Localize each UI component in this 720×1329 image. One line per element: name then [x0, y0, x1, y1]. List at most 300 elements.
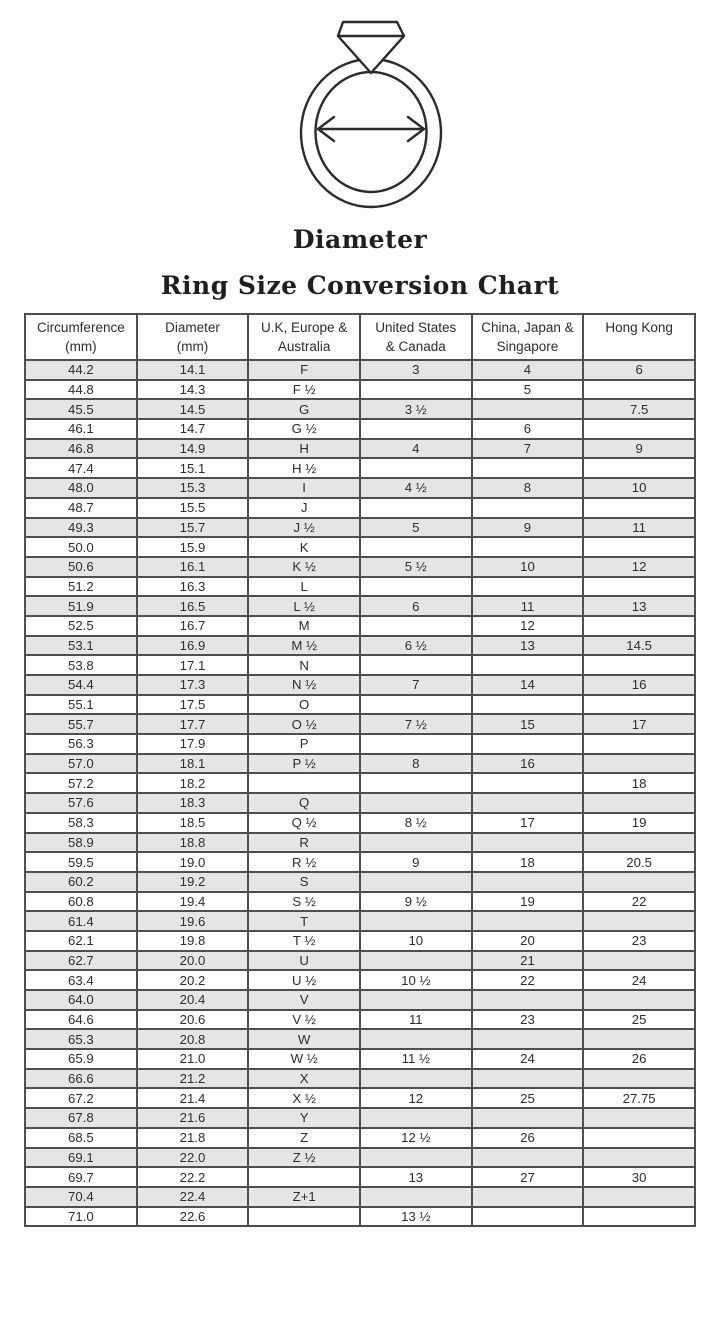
table-cell [360, 1108, 472, 1128]
table-cell: 11 [472, 596, 584, 616]
table-cell [360, 419, 472, 439]
table-cell: 11 ½ [360, 1049, 472, 1069]
table-cell: 13 ½ [360, 1207, 472, 1227]
table-cell: 17.5 [137, 695, 249, 715]
table-row [25, 1029, 695, 1049]
table-cell: 8 [472, 478, 584, 498]
table-cell [360, 1187, 472, 1207]
table-row [25, 970, 695, 990]
column-header: U.K, Europe & Australia [248, 314, 360, 360]
table-cell: 60.8 [25, 892, 137, 912]
table-cell: Q ½ [248, 813, 360, 833]
table-cell: 20.4 [137, 990, 249, 1010]
table-cell [360, 1069, 472, 1089]
table-cell: 44.2 [25, 360, 137, 380]
table-cell: 12 [472, 616, 584, 636]
table-cell: 27.75 [583, 1088, 695, 1108]
column-header: United States & Canada [360, 314, 472, 360]
table-cell: 10 ½ [360, 970, 472, 990]
table-cell [583, 616, 695, 636]
table-cell: 19.4 [137, 892, 249, 912]
table-cell: 26 [472, 1128, 584, 1148]
table-cell: T ½ [248, 931, 360, 951]
table-cell: W [248, 1029, 360, 1049]
table-cell [472, 1108, 584, 1128]
table-cell: O [248, 695, 360, 715]
table-cell [360, 833, 472, 853]
table-row [25, 1088, 695, 1108]
table-cell: 14.1 [137, 360, 249, 380]
table-row [25, 793, 695, 813]
table-cell: 12 ½ [360, 1128, 472, 1148]
table-cell [583, 1148, 695, 1168]
table-cell: 20.8 [137, 1029, 249, 1049]
table-cell: 18.2 [137, 773, 249, 793]
table-cell: 67.2 [25, 1088, 137, 1108]
table-cell: 22.0 [137, 1148, 249, 1168]
table-cell: 20.6 [137, 1010, 249, 1030]
table-cell [360, 498, 472, 518]
table-cell: 13 [360, 1167, 472, 1187]
table-cell: 14.3 [137, 380, 249, 400]
table-cell: 9 [583, 439, 695, 459]
table-row [25, 754, 695, 774]
column-header: Hong Kong [583, 314, 695, 360]
table-cell: F [248, 360, 360, 380]
table-cell: R [248, 833, 360, 853]
table-row [25, 498, 695, 518]
table-header-row [25, 314, 695, 360]
table-cell: 25 [472, 1088, 584, 1108]
table-cell: 13 [583, 596, 695, 616]
page-title: Ring Size Conversion Chart [160, 271, 560, 300]
table-cell: 11 [583, 518, 695, 538]
table-cell: 46.1 [25, 419, 137, 439]
table-cell: 18.3 [137, 793, 249, 813]
table-cell [583, 1187, 695, 1207]
table-cell: M ½ [248, 636, 360, 656]
table-cell: 11 [360, 1010, 472, 1030]
table-cell: 61.4 [25, 911, 137, 931]
table-cell: 64.0 [25, 990, 137, 1010]
table-cell: 21.8 [137, 1128, 249, 1148]
table-row [25, 616, 695, 636]
table-cell: 22.6 [137, 1207, 249, 1227]
table-cell: 66.6 [25, 1069, 137, 1089]
table-cell: 8 ½ [360, 813, 472, 833]
table-row [25, 1167, 695, 1187]
table-cell: 18.5 [137, 813, 249, 833]
table-cell: 21.0 [137, 1049, 249, 1069]
table-cell [472, 1148, 584, 1168]
table-cell: U ½ [248, 970, 360, 990]
table-cell: 17.3 [137, 675, 249, 695]
table-cell: 56.3 [25, 734, 137, 754]
table-cell: 25 [583, 1010, 695, 1030]
table-cell: 46.8 [25, 439, 137, 459]
table-cell: 5 ½ [360, 557, 472, 577]
table-cell: 9 ½ [360, 892, 472, 912]
table-cell: 17.7 [137, 714, 249, 734]
table-cell [472, 911, 584, 931]
table-cell: 69.7 [25, 1167, 137, 1187]
table-cell [583, 1207, 695, 1227]
table-cell: 12 [360, 1088, 472, 1108]
table-cell: 15.3 [137, 478, 249, 498]
table-cell [360, 695, 472, 715]
table-cell [583, 911, 695, 931]
table-cell [248, 773, 360, 793]
table-cell: 18 [583, 773, 695, 793]
table-row [25, 1207, 695, 1227]
table-cell: 22.2 [137, 1167, 249, 1187]
table-cell: 15.9 [137, 537, 249, 557]
table-cell: 52.5 [25, 616, 137, 636]
table-row [25, 813, 695, 833]
table-cell [583, 458, 695, 478]
table-row [25, 892, 695, 912]
table-cell: 26 [583, 1049, 695, 1069]
table-cell [472, 1029, 584, 1049]
table-cell: 47.4 [25, 458, 137, 478]
table-cell: P ½ [248, 754, 360, 774]
table-cell: 21.2 [137, 1069, 249, 1089]
table-cell: J ½ [248, 518, 360, 538]
table-row [25, 1010, 695, 1030]
table-cell: 10 [472, 557, 584, 577]
table-row [25, 380, 695, 400]
table-row [25, 675, 695, 695]
table-cell: 62.7 [25, 951, 137, 971]
table-cell: 23 [472, 1010, 584, 1030]
table-cell [360, 793, 472, 813]
table-cell [583, 990, 695, 1010]
ring-diameter-icon [275, 10, 445, 212]
table-cell: V [248, 990, 360, 1010]
table-cell: 17.9 [137, 734, 249, 754]
table-cell: 19.6 [137, 911, 249, 931]
table-cell [472, 833, 584, 853]
table-row [25, 1069, 695, 1089]
table-cell: V ½ [248, 1010, 360, 1030]
table-cell: 16.9 [137, 636, 249, 656]
table-cell: G ½ [248, 419, 360, 439]
table-row [25, 537, 695, 557]
table-cell: 53.1 [25, 636, 137, 656]
table-cell: 44.8 [25, 380, 137, 400]
column-header: Diameter (mm) [137, 314, 249, 360]
table-cell: K [248, 537, 360, 557]
table-cell: 27 [472, 1167, 584, 1187]
table-cell: 49.3 [25, 518, 137, 538]
table-cell: 22 [472, 970, 584, 990]
table-cell: 17.1 [137, 655, 249, 675]
table-cell [583, 1128, 695, 1148]
table-cell [472, 498, 584, 518]
table-cell: 4 [472, 360, 584, 380]
table-cell [583, 951, 695, 971]
table-cell: 4 ½ [360, 478, 472, 498]
table-row [25, 911, 695, 931]
table-cell: 23 [583, 931, 695, 951]
table-cell: 21 [472, 951, 584, 971]
table-cell [472, 655, 584, 675]
table-cell [360, 990, 472, 1010]
table-cell: 16.1 [137, 557, 249, 577]
table-cell: Z+1 [248, 1187, 360, 1207]
table-cell [360, 872, 472, 892]
table-cell: 68.5 [25, 1128, 137, 1148]
table-row [25, 636, 695, 656]
table-cell [583, 754, 695, 774]
table-cell: 15.7 [137, 518, 249, 538]
table-cell: 6 [472, 419, 584, 439]
table-cell: 58.9 [25, 833, 137, 853]
table-cell: 57.2 [25, 773, 137, 793]
table-cell: 20 [472, 931, 584, 951]
table-cell: 19.0 [137, 852, 249, 872]
table-cell: 16 [472, 754, 584, 774]
table-cell: 16.7 [137, 616, 249, 636]
table-cell: J [248, 498, 360, 518]
table-cell: 65.3 [25, 1029, 137, 1049]
table-cell: 60.2 [25, 872, 137, 892]
table-row [25, 1049, 695, 1069]
table-cell: 24 [583, 970, 695, 990]
table-cell [472, 399, 584, 419]
table-cell: 51.9 [25, 596, 137, 616]
table-cell: I [248, 478, 360, 498]
table-cell: 13 [472, 636, 584, 656]
table-cell: 3 [360, 360, 472, 380]
table-row [25, 714, 695, 734]
table-cell [360, 458, 472, 478]
table-cell: 19.2 [137, 872, 249, 892]
table-row [25, 557, 695, 577]
table-row [25, 596, 695, 616]
table-cell: S [248, 872, 360, 892]
table-cell: 54.4 [25, 675, 137, 695]
table-cell [583, 872, 695, 892]
table-row [25, 931, 695, 951]
table-cell: 14.9 [137, 439, 249, 459]
table-cell: 16.3 [137, 577, 249, 597]
table-cell: 6 [583, 360, 695, 380]
table-cell: 20.0 [137, 951, 249, 971]
table-cell: 70.4 [25, 1187, 137, 1207]
table-cell: Y [248, 1108, 360, 1128]
table-cell: R ½ [248, 852, 360, 872]
column-header: China, Japan & Singapore [472, 314, 584, 360]
table-cell: 16.5 [137, 596, 249, 616]
table-cell: 45.5 [25, 399, 137, 419]
table-cell [583, 1108, 695, 1128]
table-cell [472, 577, 584, 597]
table-row [25, 833, 695, 853]
table-cell: 21.4 [137, 1088, 249, 1108]
table-cell: 14.5 [583, 636, 695, 656]
table-cell: 50.0 [25, 537, 137, 557]
table-cell [472, 773, 584, 793]
table-cell [472, 793, 584, 813]
table-cell [360, 951, 472, 971]
table-row [25, 773, 695, 793]
table-cell: 7.5 [583, 399, 695, 419]
table-cell [472, 1187, 584, 1207]
table-cell: H [248, 439, 360, 459]
table-cell [360, 616, 472, 636]
table-cell: 17 [472, 813, 584, 833]
table-cell: X ½ [248, 1088, 360, 1108]
table-cell [583, 695, 695, 715]
table-cell: 71.0 [25, 1207, 137, 1227]
table-cell: 6 ½ [360, 636, 472, 656]
table-cell: M [248, 616, 360, 636]
table-cell: 9 [360, 852, 472, 872]
table-cell: 20.5 [583, 852, 695, 872]
table-cell: 10 [583, 478, 695, 498]
table-cell: L ½ [248, 596, 360, 616]
table-cell: 30 [583, 1167, 695, 1187]
table-cell: 64.6 [25, 1010, 137, 1030]
table-cell: W ½ [248, 1049, 360, 1069]
table-row [25, 478, 695, 498]
table-cell [248, 1207, 360, 1227]
table-row [25, 734, 695, 754]
table-cell: N [248, 655, 360, 675]
table-cell [472, 872, 584, 892]
table-cell: Z ½ [248, 1148, 360, 1168]
table-cell: 7 ½ [360, 714, 472, 734]
column-header: Circumference (mm) [25, 314, 137, 360]
table-cell [583, 577, 695, 597]
table-row [25, 872, 695, 892]
table-cell [583, 734, 695, 754]
table-cell: 67.8 [25, 1108, 137, 1128]
table-header [25, 314, 695, 360]
table-cell: 17 [583, 714, 695, 734]
table-row [25, 990, 695, 1010]
table-cell: 18 [472, 852, 584, 872]
table-cell: 62.1 [25, 931, 137, 951]
table-cell: 19.8 [137, 931, 249, 951]
table-cell: S ½ [248, 892, 360, 912]
table-cell: N ½ [248, 675, 360, 695]
table-row [25, 518, 695, 538]
table-cell: 22 [583, 892, 695, 912]
table-row [25, 577, 695, 597]
table-cell: 14 [472, 675, 584, 695]
table-cell [360, 734, 472, 754]
table-cell: 55.1 [25, 695, 137, 715]
table-cell: 20.2 [137, 970, 249, 990]
table-cell: 16 [583, 675, 695, 695]
table-cell: L [248, 577, 360, 597]
diameter-arrow-icon [318, 117, 424, 141]
table-cell [583, 833, 695, 853]
table-cell: 19 [583, 813, 695, 833]
table-row [25, 360, 695, 380]
table-cell: 21.6 [137, 1108, 249, 1128]
table-cell: 7 [360, 675, 472, 695]
table-cell [472, 990, 584, 1010]
table-row [25, 951, 695, 971]
table-cell [248, 1167, 360, 1187]
table-cell: 50.6 [25, 557, 137, 577]
table-cell: 58.3 [25, 813, 137, 833]
table-cell [360, 1148, 472, 1168]
table-cell: 22.4 [137, 1187, 249, 1207]
table-cell: 51.2 [25, 577, 137, 597]
table-cell: 6 [360, 596, 472, 616]
table-cell: 15 [472, 714, 584, 734]
table-cell: 3 ½ [360, 399, 472, 419]
table-cell [472, 458, 584, 478]
table-cell: 63.4 [25, 970, 137, 990]
table-cell: 18.1 [137, 754, 249, 774]
table-cell: 59.5 [25, 852, 137, 872]
diamond-icon [338, 22, 404, 73]
table-cell [472, 1069, 584, 1089]
table-cell [360, 911, 472, 931]
table-cell: 15.1 [137, 458, 249, 478]
table-cell [583, 1069, 695, 1089]
table-cell: 48.7 [25, 498, 137, 518]
table-cell: 19 [472, 892, 584, 912]
table-cell: 69.1 [25, 1148, 137, 1168]
table-body [25, 360, 695, 1226]
table-cell: Q [248, 793, 360, 813]
table-cell [360, 655, 472, 675]
table-cell: 57.0 [25, 754, 137, 774]
table-cell: 15.5 [137, 498, 249, 518]
table-row [25, 399, 695, 419]
table-cell [472, 734, 584, 754]
table-cell [583, 793, 695, 813]
table-row [25, 439, 695, 459]
table-cell: 8 [360, 754, 472, 774]
table-cell: K ½ [248, 557, 360, 577]
table-cell: 12 [583, 557, 695, 577]
table-cell [472, 537, 584, 557]
table-cell: 9 [472, 518, 584, 538]
table-row [25, 458, 695, 478]
table-cell: G [248, 399, 360, 419]
table-cell: Z [248, 1128, 360, 1148]
table-cell [360, 1029, 472, 1049]
table-cell [472, 1207, 584, 1227]
diameter-label: Diameter [292, 225, 428, 254]
table-cell: 48.0 [25, 478, 137, 498]
table-cell: U [248, 951, 360, 971]
table-cell: T [248, 911, 360, 931]
table-cell: 10 [360, 931, 472, 951]
table-cell: 53.8 [25, 655, 137, 675]
table-cell [472, 695, 584, 715]
table-cell: H ½ [248, 458, 360, 478]
table-row [25, 1108, 695, 1128]
ring-size-table [24, 313, 696, 1227]
table-cell: 5 [472, 380, 584, 400]
table-row [25, 1128, 695, 1148]
table-cell: 65.9 [25, 1049, 137, 1069]
table-cell [583, 537, 695, 557]
ring-figure [0, 0, 720, 212]
table-cell: 4 [360, 439, 472, 459]
table-cell [583, 498, 695, 518]
table-cell: P [248, 734, 360, 754]
table-cell: F ½ [248, 380, 360, 400]
